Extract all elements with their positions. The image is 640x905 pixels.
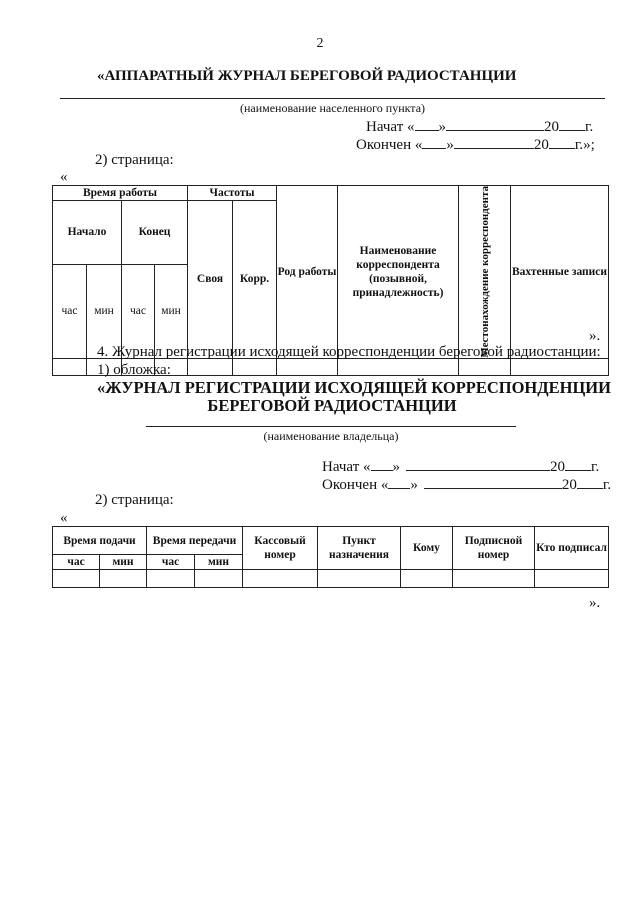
cash-number-header: Кассовый номер [243,527,318,570]
submit-hour-header: час [53,555,100,570]
table-cell[interactable] [453,570,535,588]
location-header: Местонахождение корреспондента [478,186,491,358]
started-year: 20 [544,119,560,135]
corr-freq-header: Корр. [233,201,277,359]
started-day-blank [415,118,439,131]
table-cell[interactable] [243,570,318,588]
table-cell[interactable] [100,570,147,588]
outgoing-journal-title-2: БЕРЕГОВОЙ РАДИОСТАНЦИИ [207,396,457,415]
settlement-name-line [60,98,605,99]
watch-notes-header: Вахтенные записи [511,186,609,359]
cover-label: 1) обложка: [97,362,171,378]
table-cell[interactable] [318,570,401,588]
table-cell[interactable] [535,570,609,588]
start-min-header: мин [87,264,122,358]
correspondent-name-header: Наименование корреспондента (позывной, принадлежность) [338,186,459,359]
work-time-header: Время работы [53,186,188,201]
send-hour-header: час [147,555,195,570]
outgoing-journal-title-1: «ЖУРНАЛ РЕГИСТРАЦИИ ИСХОДЯЩЕЙ КОРРЕСПОНДЕНЦИИ [97,378,611,397]
signed-by-header: Кто подписал [535,527,609,570]
ended-line [356,136,595,154]
table-cell[interactable] [401,570,453,588]
destination-header: Пункт назначения [318,527,401,570]
page-label-2: 2) страница: [95,492,174,508]
ended-day-blank [422,136,446,149]
started-year-2: 20 [550,459,566,475]
start-hour-header: час [53,264,87,358]
open-quote-2: « [60,510,68,526]
end-hour-header: час [122,264,155,358]
ended-label-2: Окончен « [322,477,389,493]
started-line-2 [322,458,599,476]
started-month-blank [446,118,544,131]
page-number: 2 [316,36,324,51]
open-quote-1: « [60,169,68,185]
ended-mid: » [446,137,454,153]
ended-year-2: 20 [561,477,577,493]
to-whom-header: Кому [401,527,453,570]
journal-title: «АППАРАТНЫЙ ЖУРНАЛ БЕРЕГОВОЙ РАДИОСТАНЦИИ [97,68,517,84]
started-month-blank-2 [406,458,550,471]
started-label-2: Начат « [322,459,371,475]
frequencies-header: Частоты [188,186,277,201]
end-header: Конец [122,201,188,265]
submit-min-header: мин [100,555,147,570]
started-suffix: г. [585,119,594,135]
close-quote-1: ». [589,328,601,344]
send-min-header: мин [195,555,243,570]
started-mid-2: » [392,459,401,475]
started-label: Начат « [366,119,415,135]
ended-line-2 [322,476,611,494]
ended-mid-2: » [410,477,418,493]
submit-time-header: Время подачи [53,527,147,555]
ended-year: 20 [533,137,549,153]
ended-year-blank [549,136,575,149]
work-type-header: Род работы [277,186,338,359]
ended-day-blank-2 [388,476,410,489]
location-header-cell [459,186,511,359]
table-row [53,570,609,588]
owner-name-line [146,426,516,427]
outgoing-log-table [52,526,609,588]
table-cell[interactable] [53,358,87,375]
settlement-caption: (наименование населенного пункта) [239,101,426,115]
started-year-blank-2 [565,458,591,471]
started-line [366,118,593,136]
table-cell[interactable] [53,570,100,588]
own-freq-header: Своя [188,201,233,359]
ended-suffix-2: г. [602,477,612,493]
ended-suffix: г.»; [574,137,595,153]
table-cell[interactable] [195,570,243,588]
started-year-blank [559,118,585,131]
end-min-header: мин [155,264,188,358]
started-mid: » [438,119,447,135]
close-quote-2: ». [589,595,601,611]
ended-month-blank-2 [424,476,562,489]
started-suffix-2: г. [591,459,600,475]
subscription-number-header: Подписной номер [453,527,535,570]
ended-year-blank-2 [577,476,603,489]
started-day-blank-2 [371,458,393,471]
section-4-intro: 4. Журнал регистрации исходящей корреспонденции береговой радиостанции: [97,344,601,360]
page-label-1: 2) страница: [95,152,174,168]
owner-caption: (наименование владельца) [263,429,399,443]
table-cell[interactable] [147,570,195,588]
send-time-header: Время передачи [147,527,243,555]
ended-label: Окончен « [356,137,423,153]
ended-month-blank [454,136,534,149]
start-header: Начало [53,201,122,265]
